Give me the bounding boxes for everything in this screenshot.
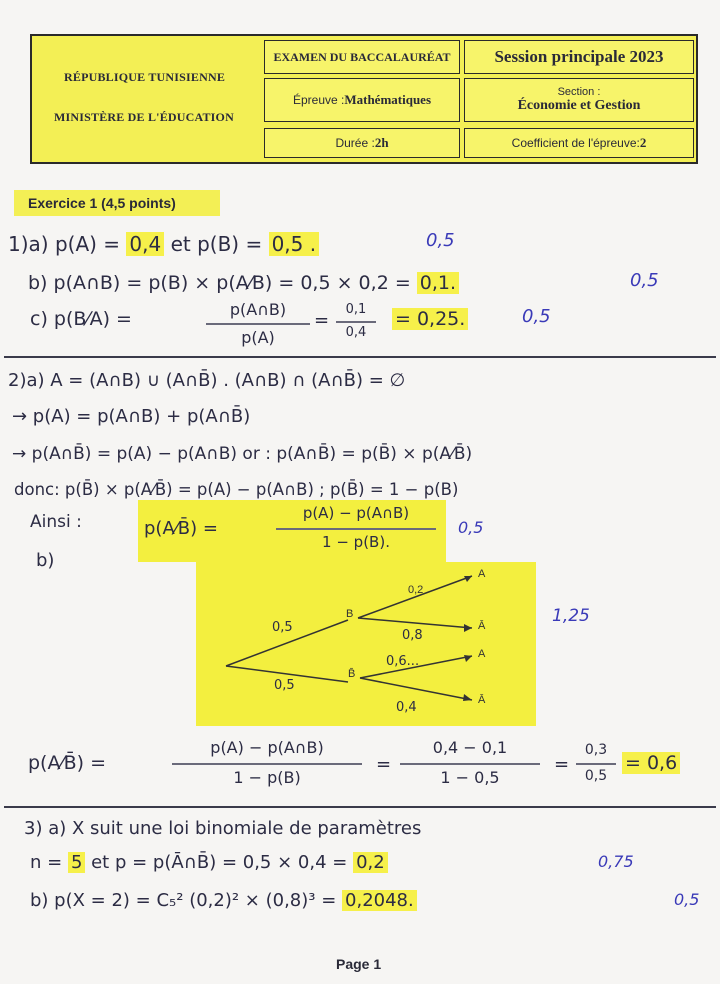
calc-numerator-2: 0,4 − 0,1	[432, 738, 508, 757]
q3a-p-highlight: 0,2	[353, 852, 388, 873]
ainsi-denominator: 1 − p(B).	[322, 533, 390, 551]
tree-grade: 1,25	[552, 606, 590, 626]
q3a-n-highlight: 5	[68, 852, 85, 873]
section-cell	[464, 78, 694, 122]
ainsi-fraction-bar	[276, 528, 436, 530]
q3a-line-2	[30, 852, 388, 873]
q1c-numerator: p(A∩B)	[229, 300, 287, 319]
calc-denominator-3: 0,5	[584, 768, 608, 784]
duree-cell	[264, 128, 460, 158]
page-number: Page 1	[336, 956, 382, 972]
q1a-mid: et p(B) =	[164, 232, 269, 256]
q1c-denominator-2: 0,4	[345, 325, 367, 340]
tree-node-B: B	[346, 608, 354, 620]
ainsi-numerator: p(A) − p(A∩B)	[302, 504, 410, 522]
calc-denominator-2: 1 − 0,5	[440, 768, 500, 787]
q1b-prefix: b) p(A∩B) = p(B) × p(A⁄B) = 0,5 × 0,2 =	[28, 272, 417, 294]
section-label: Section :	[557, 86, 601, 98]
q1b-highlight: 0,1.	[417, 272, 459, 294]
epreuve-value: Mathématiques	[344, 92, 432, 107]
tree-leaf-A-2: A	[478, 648, 486, 660]
ainsi-grade: 0,5	[458, 518, 484, 537]
exercise-title: Exercice 1 (4,5 points)	[14, 190, 220, 216]
tree-node-Bbar: B̄	[348, 668, 356, 680]
q1a-grade: 0,5	[426, 230, 455, 251]
calc-equals-1: =	[376, 754, 392, 775]
arrow-head-icon	[464, 624, 472, 632]
q1a-prefix: 1)a) p(A) =	[8, 232, 127, 256]
ainsi-highlight	[138, 500, 446, 562]
q1a-highlight-2: 0,5 .	[269, 232, 320, 256]
q3b-highlight: 0,2048.	[342, 890, 417, 911]
coefficient-value: 2	[639, 135, 647, 150]
session-cell: Session principale 2023	[464, 40, 694, 74]
q1c-prefix: c) p(B⁄A) =	[30, 308, 132, 330]
q1c-numerator-2: 0,1	[345, 302, 367, 317]
q2a-line-2: → p(A) = p(A∩B) + p(A∩B̄)	[12, 406, 251, 427]
duree-label: Durée :	[335, 136, 375, 150]
ainsi-lhs: p(A⁄B̄) =	[144, 518, 218, 539]
q2b-label: b)	[36, 550, 55, 571]
calc-lhs: p(A⁄B̄) =	[28, 752, 107, 774]
q3a-p-mid: et p = p(Ā∩B̄) = 0,5 × 0,4 =	[85, 852, 354, 873]
tree-label-pA-given-Bbar: 0,6...	[386, 654, 420, 669]
branch-B-to-Abar	[358, 618, 472, 628]
q3a-grade: 0,75	[598, 852, 634, 871]
coefficient-label: Coefficient de l'épreuve:	[511, 136, 640, 150]
tree-leaf-Abar-2: Ā	[478, 694, 486, 706]
q3a-n-prefix: n =	[30, 852, 68, 873]
q1c-denominator: p(A)	[241, 328, 275, 347]
q1b-line	[28, 272, 459, 294]
section-value: Économie et Gestion	[517, 98, 641, 113]
tree-leaf-A-1: A	[478, 568, 486, 580]
branch-B-to-A	[358, 576, 472, 618]
calc-denominator-1: 1 − p(B)	[233, 768, 301, 787]
exam-title-cell: EXAMEN DU BACCALAURÉAT	[264, 40, 460, 74]
epreuve-cell	[264, 78, 460, 122]
tree-label-pAbar-given-B: 0,8	[402, 628, 423, 643]
tree-label-pBbar: 0,5	[274, 678, 295, 693]
calc-fraction-bar-1	[172, 763, 362, 765]
arrow-head-icon	[463, 694, 472, 701]
tree-label-pAbar-given-Bbar: 0,4	[396, 700, 417, 715]
coefficient-cell	[464, 128, 694, 158]
ministry-label: MINISTÈRE DE L'ÉDUCATION	[54, 110, 234, 124]
q1c-fraction-bar-2	[336, 321, 376, 323]
q3b-grade: 0,5	[674, 890, 700, 909]
calc-equals-2: =	[554, 754, 570, 775]
q2a-line-1: 2)a) A = (A∩B) ∪ (A∩B̄) . (A∩B) ∩ (A∩B̄) = ∅	[8, 370, 406, 391]
q1c-equals: =	[314, 310, 330, 331]
q3b-prefix: b) p(X = 2) = C₅² (0,2)² × (0,8)³ =	[30, 890, 343, 911]
probability-tree	[196, 562, 536, 726]
arrow-head-icon	[464, 655, 472, 662]
calc-fraction-bar-2	[400, 763, 540, 765]
q3a-line-1: 3) a) X suit une loi binomiale de paramètres	[24, 818, 422, 839]
republic-label: RÉPUBLIQUE TUNISIENNE	[64, 70, 226, 84]
q1b-grade: 0,5	[630, 270, 659, 291]
divider-2	[4, 806, 716, 808]
calc-numerator-3: 0,3	[584, 742, 608, 758]
tree-label-pA-given-B: 0,2	[408, 584, 424, 596]
q2a-line-4: donc: p(B̄) × p(A⁄B̄) = p(A) − p(A∩B) ; p(B̄) = 1 − p(B)	[14, 480, 459, 499]
ainsi-label: Ainsi :	[30, 512, 82, 532]
q1c-fraction-bar	[206, 323, 310, 325]
calc-numerator-1: p(A) − p(A∩B)	[210, 738, 324, 757]
exam-header	[30, 34, 698, 164]
divider-1	[4, 356, 716, 358]
duree-value: 2h	[374, 135, 389, 150]
q2a-line-3: → p(A∩B̄) = p(A) − p(A∩B) or : p(A∩B̄) = p(B̄) × p(A⁄B̄)	[12, 444, 473, 464]
q3b-line	[30, 890, 417, 911]
q1a-line	[8, 232, 319, 256]
calc-fraction-bar-3	[576, 763, 616, 765]
q1a-highlight-1: 0,4	[126, 232, 164, 256]
tree-label-pB: 0,5	[272, 620, 293, 635]
calc-result-highlight: = 0,6	[622, 752, 680, 774]
q1c-grade: 0,5	[522, 306, 551, 327]
branch-Bbar-to-Abar	[360, 678, 472, 700]
tree-leaf-Abar-1: Ā	[478, 620, 486, 632]
epreuve-label: Épreuve :	[292, 93, 345, 107]
q1c-highlight: = 0,25.	[392, 308, 468, 330]
